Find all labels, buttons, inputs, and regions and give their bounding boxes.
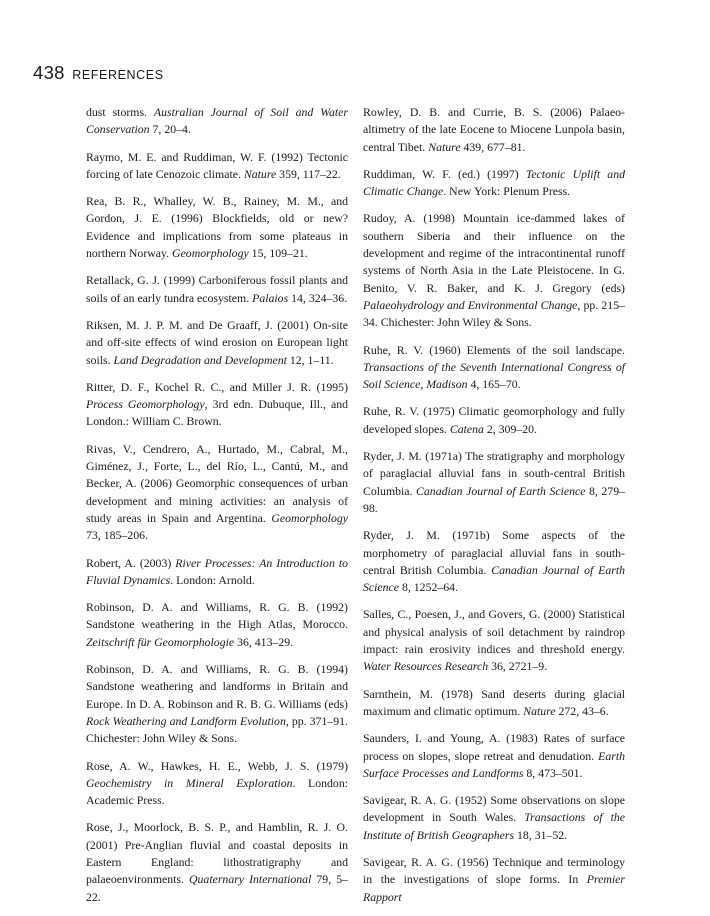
reference-text: 8, 1252–64. xyxy=(399,580,459,595)
reference-entry xyxy=(363,854,625,906)
reference-text: Savigear, R. A. G. (1952) Some observations on slope development in South Wales. xyxy=(363,793,625,825)
reference-text: 12, 1–11. xyxy=(286,352,334,367)
reference-text: 4, 165–70. xyxy=(467,377,521,392)
reference-text: 18, 31–52. xyxy=(514,827,568,842)
reference-text: Robinson, D. A. and Williams, R. G. B. (1992) Sandstone weathering in the High Atlas, Morocco. xyxy=(86,600,348,632)
reference-text: Ruhe, R. V. (1975) Climatic geomorphology and fully developed slopes. xyxy=(363,404,625,436)
reference-entry xyxy=(363,104,625,156)
running-head: REFERENCES xyxy=(72,68,164,82)
reference-text: , pp. 215–34. Chichester: John Wiley & Sons. xyxy=(363,297,625,330)
reference-text: Ryder, J. M. (1971a) The stratigraphy and morphology of paraglacial alluvial fans in south-central British Columbia. xyxy=(363,449,625,498)
reference-title: Nature xyxy=(243,166,277,181)
reference-text: Ryder, J. M. (1971b) Some aspects of the morphometry of paraglacial alluvial fans in south-central British Columbia. xyxy=(363,528,625,577)
reference-text: Sarnthein, M. (1978) Sand deserts during glacial maximum and climatic optimum. xyxy=(363,686,625,718)
reference-title: Geomorphology xyxy=(172,246,249,261)
reference-entry xyxy=(363,342,625,394)
reference-title: Canadian Journal of Earth Science xyxy=(416,483,586,498)
reference-title: Process Geomorphology xyxy=(86,397,205,412)
reference-text: . London: Arnold. xyxy=(170,572,255,587)
reference-entry xyxy=(86,758,348,810)
reference-text: 73, 185–206. xyxy=(86,528,148,543)
reference-text: 14, 324–36. xyxy=(288,290,348,305)
reference-text: Rowley, D. B. and Currie, B. S. (2006) Palaeo-altimetry of the late Eocene to Miocene Lunpola basin, central Tibet. xyxy=(363,105,625,154)
reference-entry xyxy=(363,448,625,517)
reference-text: Savigear, R. A. G. (1956) Technique and terminology in the investigations of slope forms. In xyxy=(363,854,625,887)
reference-title: Canadian Journal of Earth Science xyxy=(363,562,625,595)
reference-title: Transactions of the Institute of British Geographers xyxy=(363,810,625,842)
reference-title: Premier Rapport xyxy=(363,872,625,904)
reference-entry xyxy=(363,403,625,438)
reference-text: Rea, B. R., Whalley, W. B., Rainey, M. M., and Gordon, J. E. (1996) Blockfields, old or new? Evidence and implications from some plateaus in northern Norway. xyxy=(86,194,348,261)
reference-entry xyxy=(86,819,348,905)
reference-title: Catena xyxy=(449,421,484,436)
reference-text: Rudoy, A. (1998) Mountain ice-dammed lakes of southern Siberia and their influence on the development and regime of the intracontinental runoff systems of North Asia in the Late Pleistocene. In G. Benito, V. R. Baker, and K. J. Gregory (eds) xyxy=(363,211,625,295)
reference-text: 272, 43–6. xyxy=(555,703,609,718)
reference-text: 7, 20–4. xyxy=(149,122,191,137)
reference-text: 36, 413–29. xyxy=(234,634,294,649)
reference-entry xyxy=(86,441,348,545)
reference-text: Riksen, M. J. P. M. and De Graaff, J. (2001) On-site and off-site effects of wind erosion on European light soils. xyxy=(86,317,348,367)
reference-title: River Processes: An Introduction to Fluvial Dynamics xyxy=(86,555,348,587)
reference-entry xyxy=(86,193,348,262)
reference-entry xyxy=(86,379,348,431)
reference-text: Retallack, G. J. (1999) Carboniferous fossil plants and soils of an early tundra ecosystem. xyxy=(86,273,348,305)
reference-title: Transactions of the Seventh International Congress of Soil Science, Madison xyxy=(363,359,625,392)
reference-title: Nature xyxy=(523,703,556,718)
reference-title: Earth Surface Processes and Landforms xyxy=(363,748,625,780)
reference-entry xyxy=(363,792,625,844)
reference-text: 36, 2721–9. xyxy=(488,659,548,674)
reference-text: 8, 279–98. xyxy=(363,483,625,515)
reference-entry xyxy=(363,210,625,331)
reference-title: Land Degradation and Development xyxy=(113,352,287,367)
reference-text: Saunders, I. and Young, A. (1983) Rates of surface process on slopes, slope retreat and denudation. xyxy=(363,731,625,763)
right-column xyxy=(363,104,625,916)
reference-title: Water Resources Research xyxy=(363,659,489,674)
reference-text: Salles, C., Poesen, J., and Govers, G. (2000) Statistical and physical analysis of soil detachment by raindrop impact: rain erosivity indices and threshold energy. xyxy=(363,607,625,657)
reference-entry xyxy=(86,317,348,369)
reference-entry xyxy=(363,730,625,782)
reference-text: Robert, A. (2003) xyxy=(86,555,176,570)
reference-title: Australian Journal of Soil and Water Conservation xyxy=(86,105,348,137)
reference-title: Palaios xyxy=(252,290,289,305)
reference-entry xyxy=(363,686,625,721)
reference-entry xyxy=(86,555,348,590)
reference-text: 79, 5–22. xyxy=(86,872,348,904)
reference-text: Rivas, V., Cendrero, A., Hurtado, M., Cabral, M., Giménez, J., Forte, L., del Río, L., Cantú, M., and Becker, A. (2006) Geomorphic consequences of urban development and mining activities: an analysis of study areas in Spain and Argentina. xyxy=(86,441,348,525)
reference-text: Ritter, D. F., Kochel R. C., and Miller J. R. (1995) xyxy=(86,379,348,394)
reference-text: Robinson, D. A. and Williams, R. G. B. (1994) Sandstone weathering and landforms in Britain and Europe. In D. A. Robinson and R. B. G. Williams (eds) xyxy=(86,662,348,711)
left-column xyxy=(86,104,348,916)
reference-entry xyxy=(86,272,348,307)
reference-entry xyxy=(363,527,625,596)
reference-title: Zeitschrift für Geomorphologie xyxy=(86,634,235,649)
reference-entry xyxy=(86,149,348,184)
reference-text: Ruhe, R. V. (1960) Elements of the soil landscape. xyxy=(363,342,625,357)
reference-entry xyxy=(86,661,348,747)
reference-title: Palaeohydrology and Environmental Change xyxy=(363,297,578,312)
reference-text: 359, 117–22. xyxy=(276,166,341,181)
reference-text: 2, 309–20. xyxy=(483,421,537,436)
reference-text: 8, 473–501. xyxy=(523,765,583,780)
reference-title: Quaternary International xyxy=(189,872,312,887)
reference-text: , 3rd edn. Dubuque, Ill., and London.: William C. Brown. xyxy=(86,397,349,429)
page-header xyxy=(33,62,164,84)
page-number: 438 xyxy=(33,62,65,83)
reference-title: Tectonic Uplift and Climatic Change xyxy=(363,166,625,199)
reference-title: Geochemistry in Mineral Exploration xyxy=(86,775,293,790)
reference-text: dust storms. xyxy=(86,105,154,119)
reference-entry xyxy=(86,599,348,651)
reference-text: . London: Academic Press. xyxy=(86,775,349,808)
reference-title: Geomorphology xyxy=(271,510,348,525)
reference-text: . New York: Plenum Press. xyxy=(443,184,571,199)
reference-text: Raymo, M. E. and Ruddiman, W. F. (1992) Tectonic forcing of late Cenozoic climate. xyxy=(86,149,348,181)
reference-entry xyxy=(363,606,625,675)
reference-title: Rock Weathering and Landform Evolution xyxy=(86,713,286,728)
reference-entry xyxy=(86,104,348,139)
reference-text: 15, 109–21. xyxy=(248,246,308,261)
reference-text: 439, 677–81. xyxy=(460,139,526,154)
reference-text: , pp. 371–91. Chichester: John Wiley & Sons. xyxy=(86,713,349,746)
reference-entry xyxy=(363,166,625,201)
reference-text: Rose, A. W., Hawkes, H. E., Webb, J. S. (1979) xyxy=(86,758,348,773)
reference-title: Nature xyxy=(428,139,461,154)
reference-text: Ruddiman, W. F. (ed.) (1997) xyxy=(363,166,526,181)
reference-text: Rose, J., Moorlock, B. S. P., and Hamblin, R. J. O. (2001) Pre-Anglian fluvial and coastal deposits in Eastern England: lithostratigraphy and palaeoenvironments. xyxy=(86,820,348,887)
